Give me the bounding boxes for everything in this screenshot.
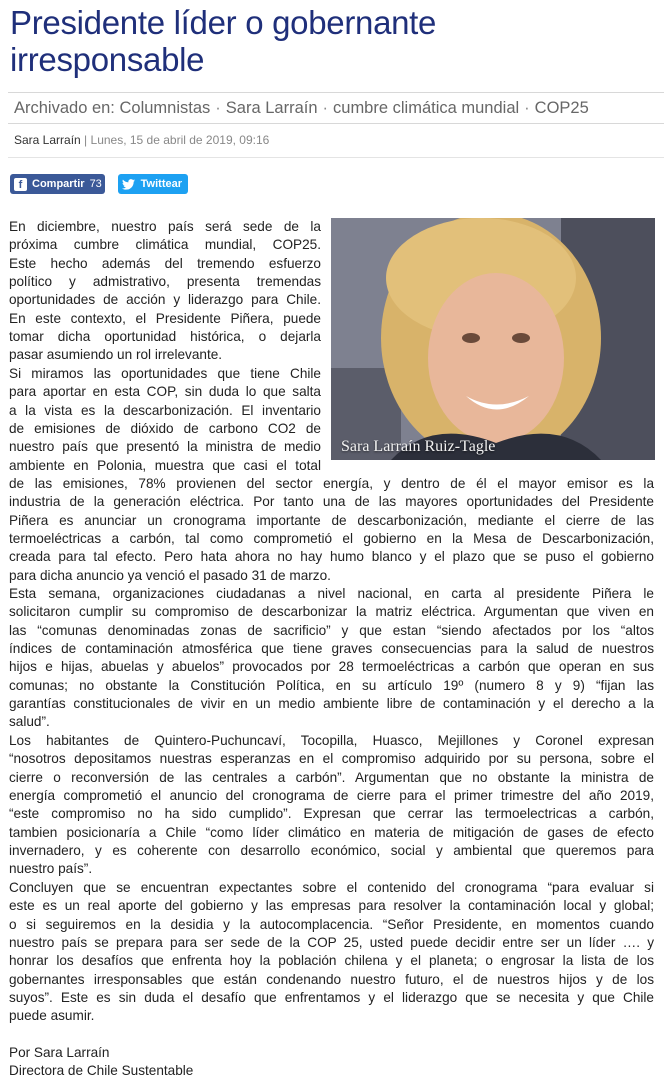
text-line: las “comunas denominadas zonas de sacrificio” y que estan “siendo afectados por los “altos	[9, 622, 654, 638]
text-line: Los habitantes de Quintero-Puchuncaví, Tocopilla, Huasco, Mejillones y Coronel expresan	[9, 733, 654, 748]
separator-dot: ·	[524, 99, 530, 117]
text-line: Esta semana, organizaciones ciudadanas a nivel nacional, en carta al presidente Piñera le	[9, 586, 654, 601]
text-line: invernadero, y es coherente con desarrollo económico, social y ambiental que queremos para	[9, 843, 654, 859]
text-line: tomar dicha oportunidad histórica, o dejarla	[9, 329, 321, 345]
text-line: tambien posicionaría a Chile “como líder climático en materia de mitigación de gases de efecto	[9, 824, 654, 840]
author-portrait	[331, 218, 655, 460]
text-line: de las emisiones, 78% provienen del sector energía, y dentro de él el mayor emisor es la	[9, 476, 654, 491]
archive-tag-link[interactable]: Sara Larraín	[225, 99, 318, 117]
text-line: para aportar en esta COP, sin duda lo que salta	[9, 384, 321, 400]
archive-tag-link[interactable]: cumbre climática mundial	[333, 99, 520, 117]
article-title	[10, 4, 660, 78]
text-line: honrar los desafíos que enfrenta hoy la población chilena y el planeta; o engrosar la lista de los	[9, 953, 654, 969]
text-line: comunas; no obstante la Constitución Política, en su artículo 19º (numero 8 y 9) “fijan las	[9, 677, 654, 693]
archive-label: Archivado en:	[14, 99, 115, 117]
title-line: irresponsable	[10, 41, 205, 78]
separator-dot: ·	[322, 99, 329, 117]
facebook-share-label: Compartir	[32, 178, 85, 190]
facebook-share-button[interactable]	[10, 174, 105, 194]
text-line: para dicha anuncio ya venció el pasado 31 de marzo.	[9, 567, 331, 583]
title-line: Presidente líder o gobernante	[10, 4, 437, 41]
text-line: solicitaron cumplir su compromiso de descarbonizar la matriz eléctrica. Argumentan que viven en	[9, 604, 654, 620]
facebook-share-count: 73	[89, 178, 102, 190]
text-line: “este compromiso no ha sido cumplido”. Expresan que cerrar las termoelectricas a carbón,	[9, 806, 654, 822]
article-paragraph-1	[9, 218, 321, 365]
text-line: Este hecho además del tremendo esfuerzo	[9, 255, 321, 271]
signature-title: Directora de Chile Sustentable	[9, 1063, 194, 1078]
text-line: industria de la generación eléctrica. Por tanto una de las mayores oportunidades del Presidente	[9, 494, 654, 510]
text-line: de emisiones de dióxido de carbono CO2 de	[9, 421, 321, 437]
text-line: termoeléctricas a carbón, tal como comprometió el gobierno en la Mesa de Descarbonización,	[9, 531, 654, 547]
author-photo	[331, 218, 655, 460]
text-line: Si miramos las oportunidades que tiene Chile	[9, 366, 321, 381]
text-line: este es un real aporte del gobierno y las empresas para resolver la contaminación local y global;	[9, 898, 654, 914]
archive-tag-link[interactable]: Columnistas	[119, 99, 211, 117]
text-line: puede asumir.	[9, 1008, 95, 1024]
text-line: índices de contaminación atmosférica que tiene graves consecuencias para la salud de nuestros	[9, 641, 654, 657]
text-line: hijos e hijas, abuelas y abuelos” provocados por 28 termoeléctricas a carbón que operan en sus	[9, 659, 654, 675]
text-line: salud”.	[9, 714, 50, 730]
text-line: nuestro país se prepara para ser sede de la COP 25, usted puede decidir entre ser un líder …. y	[9, 935, 654, 951]
archive-tags-bar	[8, 92, 664, 124]
twitter-share-label: Twittear	[140, 178, 182, 190]
article-paragraph-2	[9, 365, 321, 475]
text-line: nuestro país”.	[9, 861, 93, 877]
facebook-icon: f	[14, 177, 27, 191]
text-line: oportunidades de acción y liderazgo para Chile.	[9, 292, 321, 308]
text-line: En diciembre, nuestro país será sede de la	[9, 219, 321, 234]
signature-name: Por Sara Larraín	[9, 1045, 110, 1060]
text-line: o si seguiremos en la desidia y la autocomplacencia. “Señor Presidente, en momentos cuando	[9, 916, 654, 932]
twitter-share-button[interactable]	[118, 174, 188, 194]
article-paragraph-5	[9, 879, 654, 1026]
text-line: nuestro país que presentó la ministra de medio	[9, 439, 321, 455]
text-line: Piñera es anunciar un cronograma importante de descarbonización, mediante el cierre de las	[9, 512, 654, 528]
text-line: pasar asumiendo un rol irrelevante.	[9, 347, 223, 363]
text-line: garantías constitucionales de vivir en un medio ambiente libre de contaminación y el derecho a la	[9, 696, 654, 712]
text-line: creada para tal efecto. Pero hata ahora no hay humo blanco y el plazo que se puso el gobierno	[9, 549, 654, 565]
text-line: ambiente en Polonia, muestra que casi el total	[9, 457, 321, 473]
separator-dot: ·	[215, 99, 221, 117]
text-line: a la vista es la descarbonización. El inventario	[9, 402, 321, 418]
byline	[14, 133, 269, 147]
text-line: próxima cumbre climática mundial, COP25.	[9, 237, 321, 253]
divider	[8, 157, 664, 158]
photo-caption: Sara Larraín Ruiz-Tagle	[341, 438, 496, 455]
text-line: político y admistrativo, presenta tremendas	[9, 274, 321, 290]
twitter-bird-icon	[122, 177, 136, 191]
article-paragraph-3	[9, 585, 654, 732]
article-paragraph-2-continued	[9, 475, 654, 585]
text-line: energía comprometió el anuncio del cronograma de cierre para el primer trimestre del año 2019,	[9, 788, 654, 804]
text-line: suyos”. Este es sin duda el desafío que enfrentamos y el liderazgo que se necesita y que Chile	[9, 990, 654, 1006]
archive-tag-link[interactable]: COP25	[534, 99, 589, 117]
text-line: cierre o reconversión de las centrales a carbón”. Argumentan que no obstante la ministra de	[9, 769, 654, 785]
byline-author[interactable]: Sara Larraín	[14, 133, 81, 147]
article-paragraph-4	[9, 732, 654, 879]
text-line: gobernantes irresponsables que están condenando nuestro futuro, el de nuestros hijos y de los	[9, 971, 654, 987]
byline-date: Lunes, 15 de abril de 2019, 09:16	[90, 133, 270, 147]
text-line: En este contexto, el Presidente Piñera, puede	[9, 310, 321, 326]
byline-separator: |	[84, 133, 88, 147]
text-line: “nosotros depositamos nuestras esperanzas en el compromiso adquirido por su persona, sobre el	[9, 751, 654, 767]
text-line: Concluyen que se encuentran expectantes sobre el contenido del cronograma “para evaluar si	[9, 880, 654, 895]
